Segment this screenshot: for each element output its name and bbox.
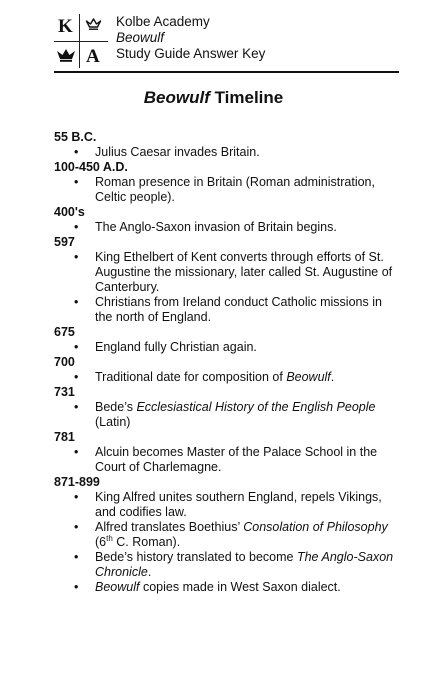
timeline-event [54, 580, 399, 595]
event-text: The Anglo-Saxon invasion of Britain begins. [95, 220, 337, 234]
crown-solid-icon [56, 48, 76, 67]
event-text: Christians from Ireland conduct Catholic missions in the north of England. [95, 295, 382, 324]
timeline-event [54, 250, 399, 295]
document-header [54, 12, 399, 72]
logo-horizontal-divider [54, 41, 108, 42]
timeline-event [54, 490, 399, 520]
event-text: King Alfred unites southern England, repels Vikings, and codifies law. [95, 490, 382, 519]
event-text: Alcuin becomes Master of the Palace School in the Court of Charlemagne. [95, 445, 378, 474]
timeline-event [54, 145, 399, 160]
timeline-date: 700 [54, 355, 75, 369]
event-text-italic: Beowulf [286, 370, 331, 384]
event-text: . [147, 565, 152, 579]
page-title-work: Beowulf [143, 88, 210, 107]
header-rule [54, 71, 399, 73]
header-text-block [116, 14, 265, 62]
timeline-event-list [54, 145, 399, 160]
event-text: Bede’s [95, 400, 137, 414]
event-text-italic: Ecclesiastical History of the English People [136, 400, 376, 414]
timeline-event [54, 175, 399, 205]
timeline-date: 100-450 A.D. [54, 160, 128, 174]
logo-letter-a: A [86, 46, 100, 67]
event-text: King Ethelbert of Kent converts through efforts of St. Augustine the missionary, later called St. Augustine of Canterbury. [95, 250, 393, 294]
timeline-date: 731 [54, 385, 75, 399]
kolbe-academy-logo [54, 12, 108, 68]
timeline-event [54, 295, 399, 325]
event-text: . [330, 370, 335, 384]
timeline-event [54, 220, 399, 235]
event-text-italic: Consolation of Philosophy [243, 520, 388, 534]
event-text: Alfred translates Boethius’ [95, 520, 244, 534]
timeline-date: 781 [54, 430, 75, 444]
timeline-event [54, 520, 399, 550]
timeline-event-list [54, 340, 399, 355]
timeline-event [54, 340, 399, 355]
event-text: (6 [95, 535, 107, 549]
timeline [54, 130, 399, 595]
timeline-event [54, 400, 399, 430]
event-text: copies made in West Saxon dialect. [139, 580, 341, 594]
event-text: Traditional date for composition of [95, 370, 287, 384]
document-subtitle: Study Guide Answer Key [116, 46, 266, 61]
timeline-event-list [54, 400, 399, 430]
event-text-italic: Beowulf [95, 580, 140, 594]
event-text: England fully Christian again. [95, 340, 257, 354]
event-text: th [106, 533, 113, 543]
event-text: Bede’s history translated to become [95, 550, 297, 564]
event-text: C. Roman). [112, 535, 181, 549]
timeline-event-list [54, 370, 399, 385]
timeline-date: 597 [54, 235, 75, 249]
event-text-italic: The Anglo-Saxon Chronicle [95, 550, 394, 579]
timeline-event-list [54, 490, 399, 595]
timeline-date: 871-899 [54, 475, 100, 489]
academy-name: Kolbe Academy [116, 14, 210, 29]
timeline-date: 675 [54, 325, 75, 339]
timeline-event [54, 445, 399, 475]
event-text: Julius Caesar invades Britain. [95, 145, 260, 159]
timeline-event-list [54, 445, 399, 475]
work-name: Beowulf [116, 30, 165, 45]
timeline-event [54, 550, 399, 580]
event-text: Roman presence in Britain (Roman administration, Celtic people). [95, 175, 375, 204]
page-title-rest: Timeline [209, 88, 284, 107]
timeline-event-list [54, 220, 399, 235]
logo-letter-k: K [58, 16, 73, 37]
timeline-event [54, 370, 399, 385]
timeline-event-list [54, 250, 399, 325]
page-title [0, 88, 427, 108]
timeline-event-list [54, 175, 399, 205]
timeline-date: 400's [54, 205, 85, 219]
event-text: (Latin) [95, 415, 131, 429]
timeline-date: 55 B.C. [54, 130, 97, 144]
crown-outline-icon [85, 17, 102, 36]
